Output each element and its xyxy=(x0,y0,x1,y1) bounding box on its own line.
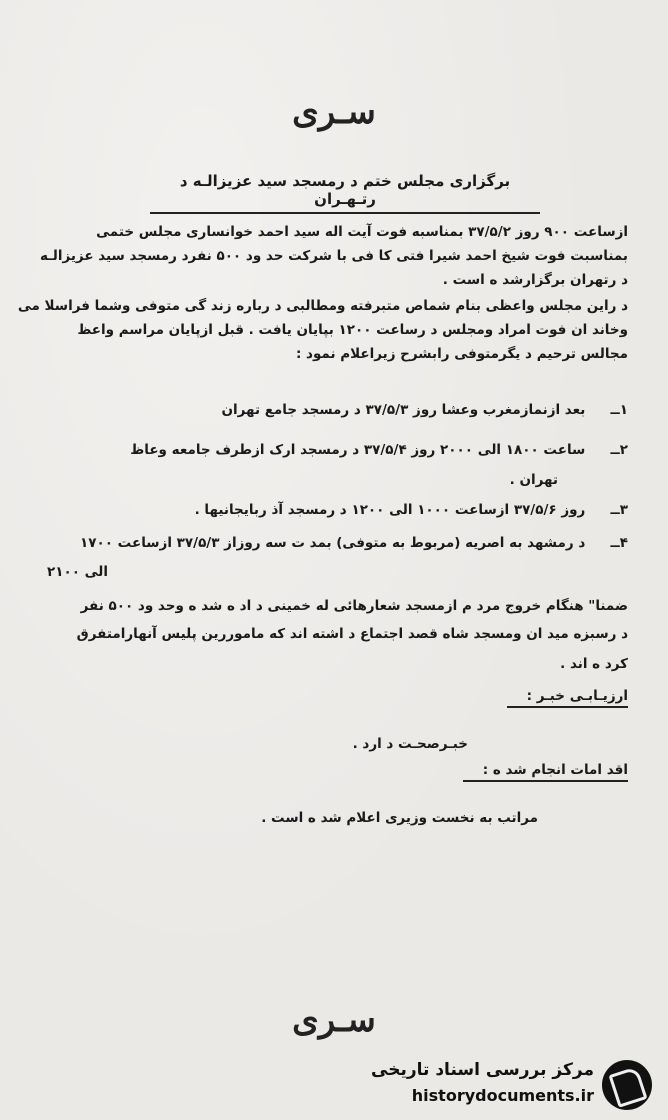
paragraph2-line2: وخاند ان فوت امراد ومجلس د رساعت ۱۲۰۰ بپایان یافت . قبل ازپایان مراسم واعظ xyxy=(77,322,628,338)
watermark xyxy=(371,1058,658,1114)
paragraph3-line2: د رسبزه مید ان ومسجد شاه قصد اجتماع د اشته اند که ماموررین پلیس آنهارامتفرق xyxy=(76,626,628,642)
paragraph3-line3: کرد ه اند . xyxy=(560,656,628,672)
evaluation-heading: ارزیـابـی خبـر : xyxy=(507,688,628,708)
document-logo-icon xyxy=(602,1060,652,1110)
actions-heading: اقد امات انجام شد ه : xyxy=(463,762,628,782)
watermark-title: مرکز بررسی اسناد تاریخی xyxy=(371,1060,594,1080)
list-item-text: بعد ازنمازمغرب وعشا روز ۳۷/۵/۳ د رمسجد جامع تهران xyxy=(221,402,586,418)
paragraph3-line1: ضمنا" هنگام خروج مرد م ازمسجد شعارهائی له خمینی د اد ه شد ه وحد ود ۵۰۰ نفر xyxy=(80,598,628,614)
list-item-continuation: تهران . xyxy=(509,472,558,488)
list-item xyxy=(38,400,628,420)
list-item-text: د رمشهد به اصریه (مربوط به متوفی) بمد ت سه روزاز ۳۷/۵/۳ ازساعت ۱۷۰۰ xyxy=(80,535,586,551)
list-item-continuation: الی ۲۱۰۰ xyxy=(46,564,108,580)
classification-header: سـری xyxy=(292,92,376,132)
classification-footer: سـری xyxy=(292,1000,376,1040)
list-item xyxy=(38,440,628,460)
paragraph2-line3: مجالس ترحیم د یگرمتوفی رابشرح زیراعلام نمود : xyxy=(295,346,628,362)
evaluation-text: خبـرصحـت د ارد . xyxy=(352,736,468,752)
document-title: برگزاری مجلس ختم د رمسجد سید عزیزالـه د رتـهـران xyxy=(150,172,540,214)
paragraph1-line3: د رتهران برگزارشد ه است . xyxy=(442,272,628,288)
list-item-number: ۲ــ xyxy=(610,442,628,458)
actions-text: مراتب به نخست وزیری اعلام شد ه است . xyxy=(261,810,538,826)
paragraph1-line2: بمناسبت فوت شیخ احمد شیرا فتی کا فی با شرکت حد ود ۵۰۰ نفرد رمسجد سید عزیزالـه xyxy=(39,248,628,264)
list-item-number: ۳ــ xyxy=(610,502,628,518)
list-item-text: روز ۳۷/۵/۶ ازساعت ۱۰۰۰ الی ۱۲۰۰ د رمسجد آذ ربایجانیها . xyxy=(194,502,586,518)
list-item-number: ۴ــ xyxy=(610,535,628,551)
paragraph2-line1: د راین مجلس واعظی بنام شماص متبرفته ومطالبی د رباره زند گی متوفی وشما فراسلا می xyxy=(17,298,628,314)
list-item xyxy=(38,500,628,520)
list-item-number: ۱ــ xyxy=(610,402,628,418)
list-item-text: ساعت ۱۸۰۰ الی ۲۰۰۰ روز ۳۷/۵/۴ د رمسجد ارک ازطرف جامعه وعاظ xyxy=(130,442,586,458)
watermark-url: historydocuments.ir xyxy=(411,1086,594,1105)
paragraph1-line1: ازساعت ۹۰۰ روز ۳۷/۵/۲ بمناسبه فوت آیت اله سید احمد خوانساری مجلس ختمی xyxy=(96,224,628,240)
list-item xyxy=(38,533,628,553)
